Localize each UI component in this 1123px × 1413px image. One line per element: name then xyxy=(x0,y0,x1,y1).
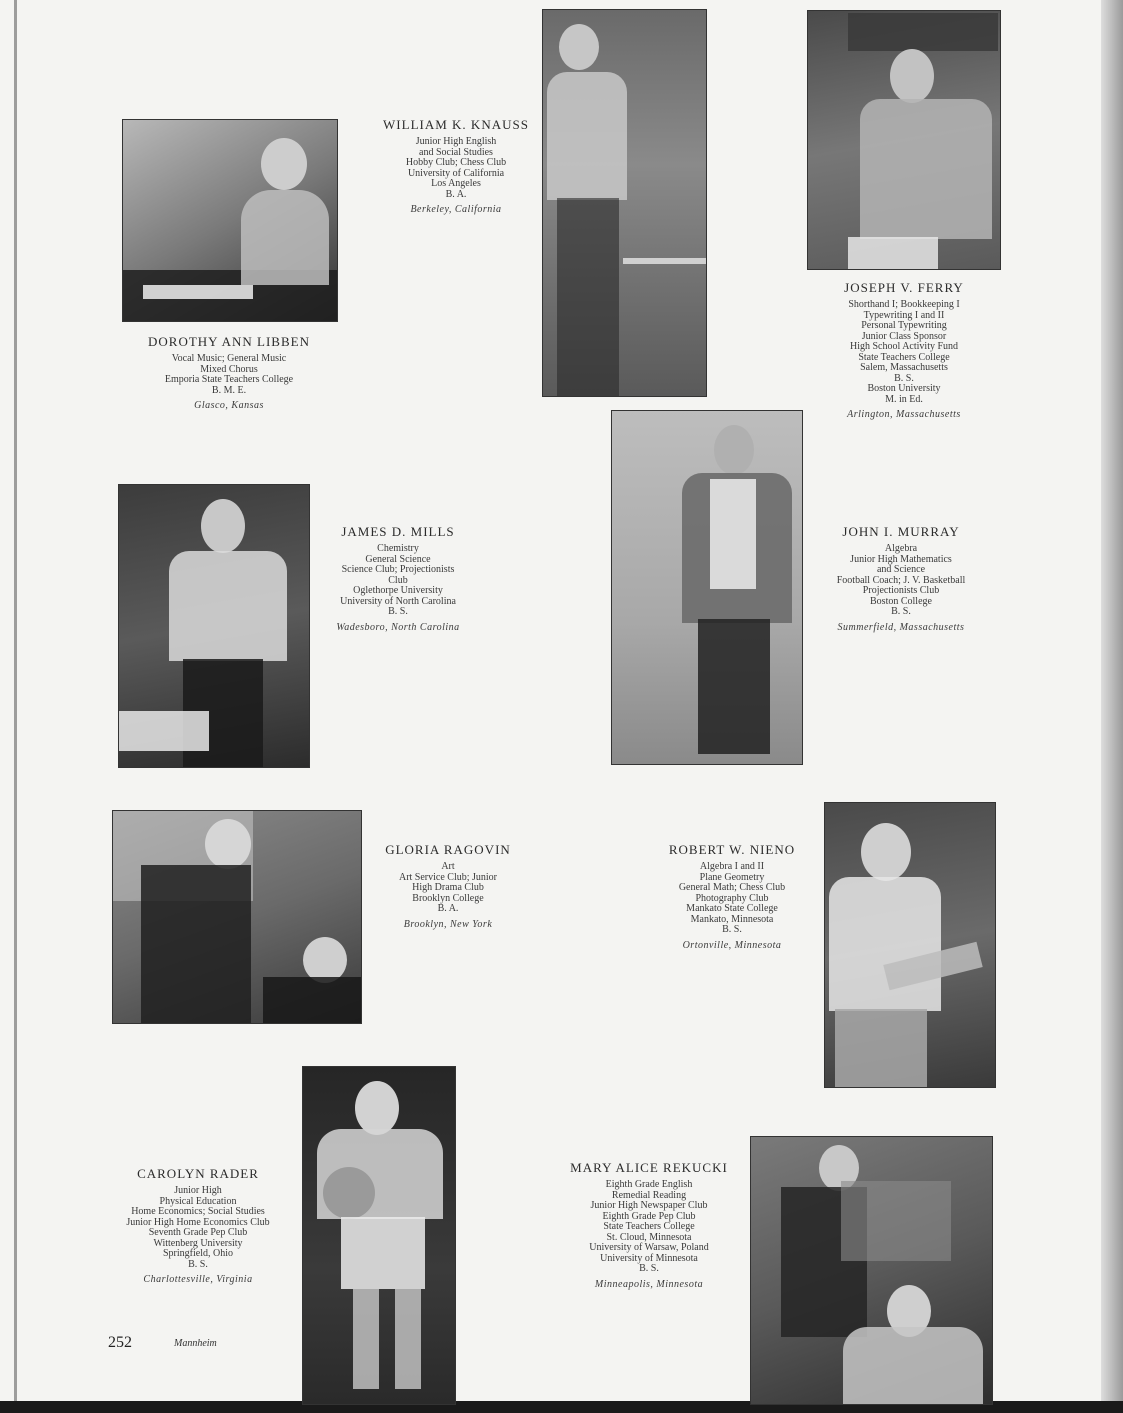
hometown: Brooklyn, New York xyxy=(403,918,493,930)
detail-line: and Social Studies xyxy=(419,146,493,158)
detail-line: Seventh Grade Pep Club xyxy=(148,1227,248,1238)
photo-mills xyxy=(118,484,310,768)
photo-rader xyxy=(302,1066,456,1405)
photo-murray xyxy=(611,410,803,765)
detail-line: B. S. xyxy=(188,1258,208,1270)
hometown: Charlottesville, Virginia xyxy=(143,1274,253,1285)
page-right-edge xyxy=(1101,0,1123,1413)
detail-line: Junior High Home Economics Club xyxy=(126,1216,270,1228)
detail-line: Emporia State Teachers College xyxy=(164,374,294,385)
photo-rekucki xyxy=(750,1136,993,1405)
detail-line: Remedial Reading xyxy=(611,1189,687,1201)
detail-line: General Science xyxy=(365,553,431,565)
detail-line: and Science xyxy=(876,564,926,575)
detail-line: Junior High Newspaper Club xyxy=(590,1200,708,1211)
detail-line: Wittenberg University xyxy=(153,1237,243,1249)
hometown: Ortonville, Minnesota xyxy=(682,939,782,951)
detail-line: Home Economics; Social Studies xyxy=(131,1206,265,1217)
teacher-name: DOROTHY ANN LIBBEN xyxy=(148,334,310,349)
page-binding-edge xyxy=(14,0,17,1413)
hometown: Berkeley, California xyxy=(410,204,502,215)
detail-line: Algebra xyxy=(884,543,918,554)
detail-line: Personal Typewriting xyxy=(861,320,947,331)
detail-line: Plane Geometry xyxy=(699,871,765,883)
detail-line: Brooklyn College xyxy=(412,892,484,904)
hometown: Summerfield, Massachusetts xyxy=(837,621,965,633)
detail-line: Los Angeles xyxy=(431,178,481,189)
caption-nieno xyxy=(652,842,812,951)
detail-line: Hobby Club; Chess Club xyxy=(405,157,507,168)
detail-line: Eighth Grade Pep Club xyxy=(602,1210,696,1222)
detail-line: Vocal Music; General Music xyxy=(171,353,287,364)
detail-line: Shorthand I; Bookkeeping I xyxy=(848,299,960,310)
detail-line: B. S. xyxy=(891,606,911,617)
teacher-name: JOHN I. MURRAY xyxy=(842,524,960,539)
detail-line: Boston College xyxy=(870,595,932,607)
detail-line: Junior High xyxy=(174,1185,222,1196)
detail-line: St. Cloud, Minnesota xyxy=(606,1231,692,1243)
detail-line: High School Activity Fund xyxy=(849,341,959,352)
caption-ferry xyxy=(812,280,996,421)
hometown: Wadesboro, North Carolina xyxy=(336,621,460,633)
photo-libben xyxy=(122,119,338,322)
detail-line: B. A. xyxy=(445,188,467,200)
detail-line: Football Coach; J. V. Basketball xyxy=(836,574,966,586)
detail-line: Typewriting I and II xyxy=(863,309,945,321)
caption-murray xyxy=(806,524,996,633)
detail-line: High Drama Club xyxy=(412,882,484,893)
detail-line: Eighth Grade English xyxy=(605,1179,693,1190)
detail-line: Art Service Club; Junior xyxy=(398,871,498,883)
detail-line: State Teachers College xyxy=(858,351,950,363)
detail-line: Boston University xyxy=(867,383,941,394)
detail-line: Oglethorpe University xyxy=(353,585,443,596)
detail-line: B. M. E. xyxy=(211,384,247,396)
detail-line: Springfield, Ohio xyxy=(163,1248,233,1259)
detail-line: B. S. xyxy=(639,1263,659,1274)
detail-line: Science Club; Projectionists xyxy=(341,564,455,575)
detail-line: Junior Class Sponsor xyxy=(861,330,947,342)
detail-line: B. S. xyxy=(894,372,914,384)
detail-line: Chemistry xyxy=(377,543,419,554)
caption-rader xyxy=(104,1166,292,1286)
detail-line: State Teachers College xyxy=(603,1221,695,1232)
detail-line: University of Minnesota xyxy=(600,1252,698,1264)
detail-line: University of North Carolina xyxy=(340,595,456,607)
detail-line: Physical Education xyxy=(159,1195,237,1207)
photo-ferry xyxy=(807,10,1001,270)
teacher-name: MARY ALICE REKUCKI xyxy=(570,1160,728,1175)
page-number: 252 xyxy=(108,1334,132,1351)
teacher-name: WILLIAM K. KNAUSS xyxy=(383,117,529,132)
detail-line: Mankato State College xyxy=(686,903,778,914)
detail-line: Junior High English xyxy=(415,136,497,147)
caption-ragovin xyxy=(370,842,526,930)
teacher-name: JAMES D. MILLS xyxy=(341,524,455,539)
caption-libben xyxy=(112,334,346,412)
detail-line: General Math; Chess Club xyxy=(678,882,786,893)
photo-ragovin xyxy=(112,810,362,1024)
detail-line: Salem, Massachusetts xyxy=(860,362,948,373)
detail-line: Photography Club xyxy=(695,892,769,904)
detail-line: B. A. xyxy=(437,903,459,914)
detail-line: B. S. xyxy=(722,924,742,935)
detail-line: University of California xyxy=(407,167,505,179)
photo-nieno xyxy=(824,802,996,1088)
hometown: Minneapolis, Minnesota xyxy=(594,1278,704,1290)
caption-rekucki xyxy=(556,1160,742,1290)
detail-line: Club xyxy=(388,574,408,586)
teacher-name: GLORIA RAGOVIN xyxy=(385,842,511,857)
detail-line: M. in Ed. xyxy=(885,393,923,405)
detail-line: Projectionists Club xyxy=(862,585,940,596)
hometown: Glasco, Kansas xyxy=(194,400,264,411)
teacher-name: JOSEPH V. FERRY xyxy=(844,280,964,295)
running-title: Mannheim xyxy=(174,1338,217,1349)
hometown: Arlington, Massachusetts xyxy=(847,409,961,420)
teacher-name: CAROLYN RADER xyxy=(137,1166,259,1181)
detail-line: Algebra I and II xyxy=(699,861,765,872)
detail-line: Junior High Mathematics xyxy=(850,553,952,565)
photo-knauss xyxy=(542,9,707,397)
caption-mills xyxy=(312,524,484,633)
detail-line: Mankato, Minnesota xyxy=(690,913,774,925)
teacher-name: ROBERT W. NIENO xyxy=(668,842,796,857)
detail-line: B. S. xyxy=(388,606,408,617)
detail-line: University of Warsaw, Poland xyxy=(589,1242,709,1253)
detail-line: Mixed Chorus xyxy=(200,363,258,375)
caption-knauss xyxy=(364,117,548,216)
detail-line: Art xyxy=(441,861,455,872)
